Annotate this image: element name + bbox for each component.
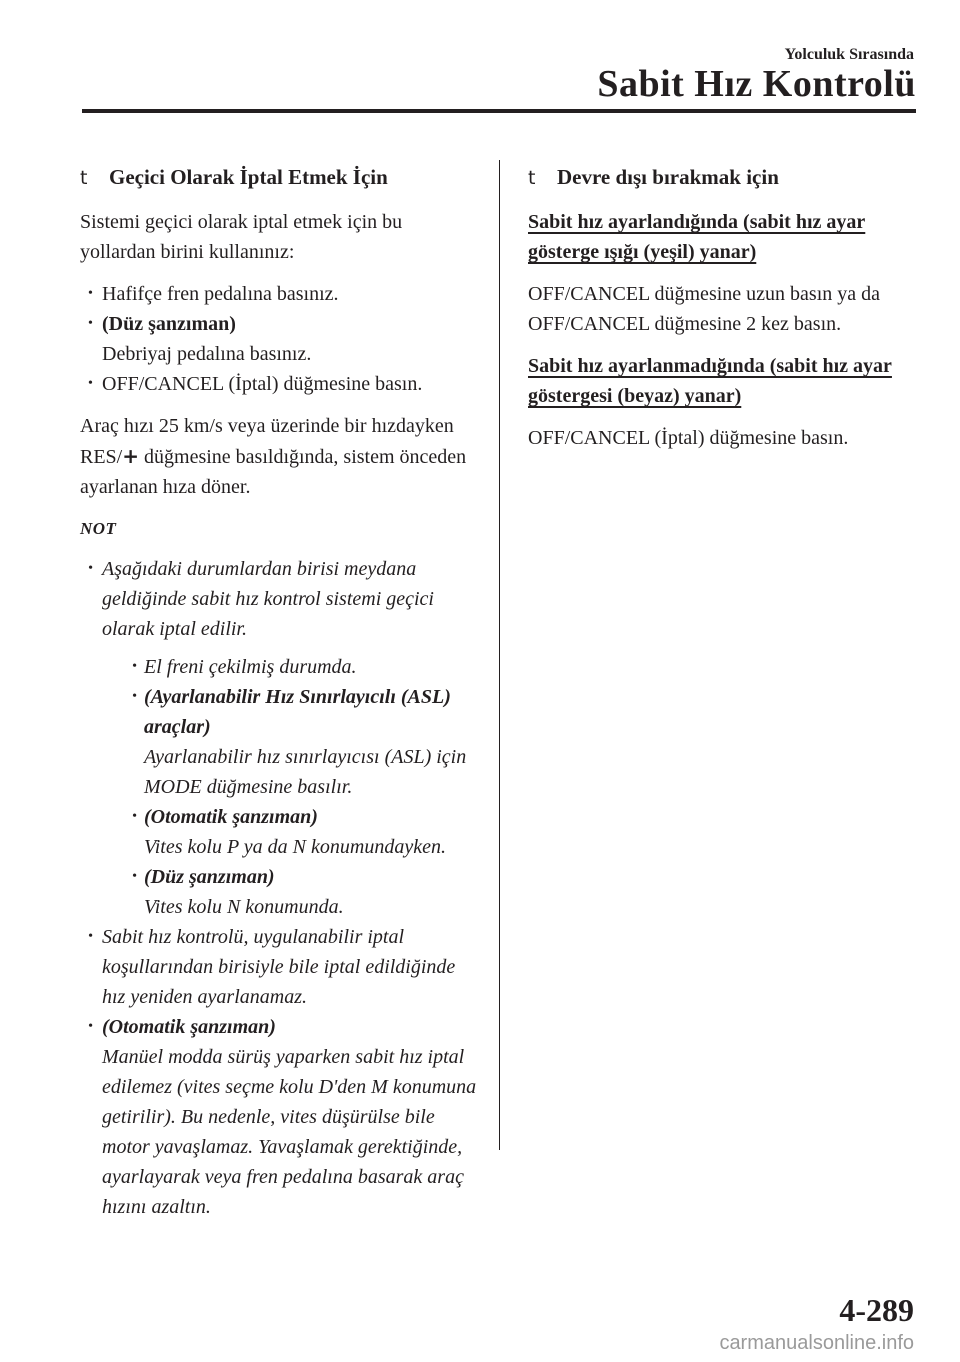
note-sub-list [102,652,480,922]
section-heading-disable [528,162,918,193]
list-item [80,369,480,399]
header-rule [82,109,916,113]
note-sub-item-text: El freni çekilmiş durumda. [144,656,357,678]
list-item [80,309,480,369]
subheading-speed-not-set: Sabit hız ayarlanmadığında (sabit hız ayar göstergesi (beyaz) yanar) [528,355,892,407]
section-mark-icon: t [80,167,88,189]
column-divider [499,160,500,1150]
note-list [80,554,480,1222]
bullet-icon: • [132,869,137,884]
list-item-text: Hafifçe fren pedalına basınız. [102,283,339,305]
subheading-speed-set: Sabit hız ayarlandığında (sabit hız ayar gösterge ışığı (yeşil) yanar) [528,211,866,263]
bullet-icon: • [132,809,137,824]
note-item [80,922,480,1012]
intro-paragraph: Sistemi geçici olarak iptal etmek için bu yollardan birini kullanınız: [80,211,403,263]
bullet-icon: • [132,689,137,704]
note-item-text: Manüel modda sürüş yaparken sabit hız iptal edilemez (vites seçme kolu D'den M konumuna getirilir). Bu nedenle, vites düşürülse bile motor yavaşlamaz. Yavaşlamak gerektiğinde, ayarlayarak veya fren pedalına basarak araç hızını azaltın. [102,1046,477,1218]
note-item-text: Aşağıdaki durumlardan birisi meydana geldiğinde sabit hız kontrol sistemi geçici olarak iptal edilir. [102,558,434,640]
section-heading-temporary-cancel [80,162,480,193]
note-sub-item [102,862,480,922]
page-title: Sabit Hız Kontrolü [597,63,916,105]
bullet-icon: • [132,659,137,674]
bullet-icon: • [88,316,93,331]
note-item-text: Sabit hız kontrolü, uygulanabilir iptal koşullarından birisiyle bile iptal edildiğinde hız yeniden ayarlanamaz. [102,926,456,1008]
bullet-icon: • [88,929,93,944]
list-item-text: OFF/CANCEL (İptal) düğmesine basın. [102,373,423,395]
bullet-icon: • [88,561,93,576]
right-column [528,162,918,465]
note-sub-item-title: (Otomatik şanzıman) [144,806,318,828]
note-sub-item-title: (Düz şanzıman) [144,866,275,888]
header-section-label: Yolculuk Sırasında [784,46,914,63]
note-block [80,554,480,1222]
section-mark-icon: t [528,167,536,189]
note-sub-item-text: Vites kolu N konumunda. [144,896,344,918]
note-sub-item-text: Ayarlanabilir hız sınırlayıcısı (ASL) için MODE düğmesine basılır. [144,746,467,798]
bullet-icon: • [88,1019,93,1034]
note-sub-item-title: (Ayarlanabilir Hız Sınırlayıcılı (ASL) araçlar) [144,686,451,738]
list-item-title: (Düz şanzıman) [102,313,236,335]
note-sub-item [102,682,480,802]
note-sub-item [102,652,480,682]
paragraph-speed-not-set: OFF/CANCEL (İptal) düğmesine basın. [528,427,849,449]
bullet-icon: • [88,376,93,391]
plus-icon: + [122,444,140,468]
section-heading-text: Geçici Olarak İptal Etmek İçin [109,165,388,189]
list-item [80,279,480,309]
resume-text-start: Araç hızı 25 km/s veya üzerinde bir hızdayken RES/ [80,415,454,468]
note-sub-item-text: Vites kolu P ya da N konumundayken. [144,836,446,858]
resume-paragraph [80,411,480,502]
paragraph-speed-set: OFF/CANCEL düğmesine uzun basın ya da OFF/CANCEL düğmesine 2 kez basın. [528,283,881,335]
note-item [80,1012,480,1222]
bullet-icon: • [88,286,93,301]
note-item [80,554,480,922]
note-label: NOT [80,519,117,538]
left-column [80,162,480,1234]
resume-text-end: düğmesine basıldığında, sistem önceden ayarlanan hıza döner. [80,446,467,498]
watermark: carmanualsonline.info [719,1332,914,1354]
note-sub-item [102,802,480,862]
page-number: 4-289 [839,1292,914,1328]
section-heading-text: Devre dışı bırakmak için [557,165,779,189]
note-item-title: (Otomatik şanzıman) [102,1016,276,1038]
cancel-methods-list [80,279,480,399]
list-item-text: Debriyaj pedalına basınız. [102,343,312,365]
